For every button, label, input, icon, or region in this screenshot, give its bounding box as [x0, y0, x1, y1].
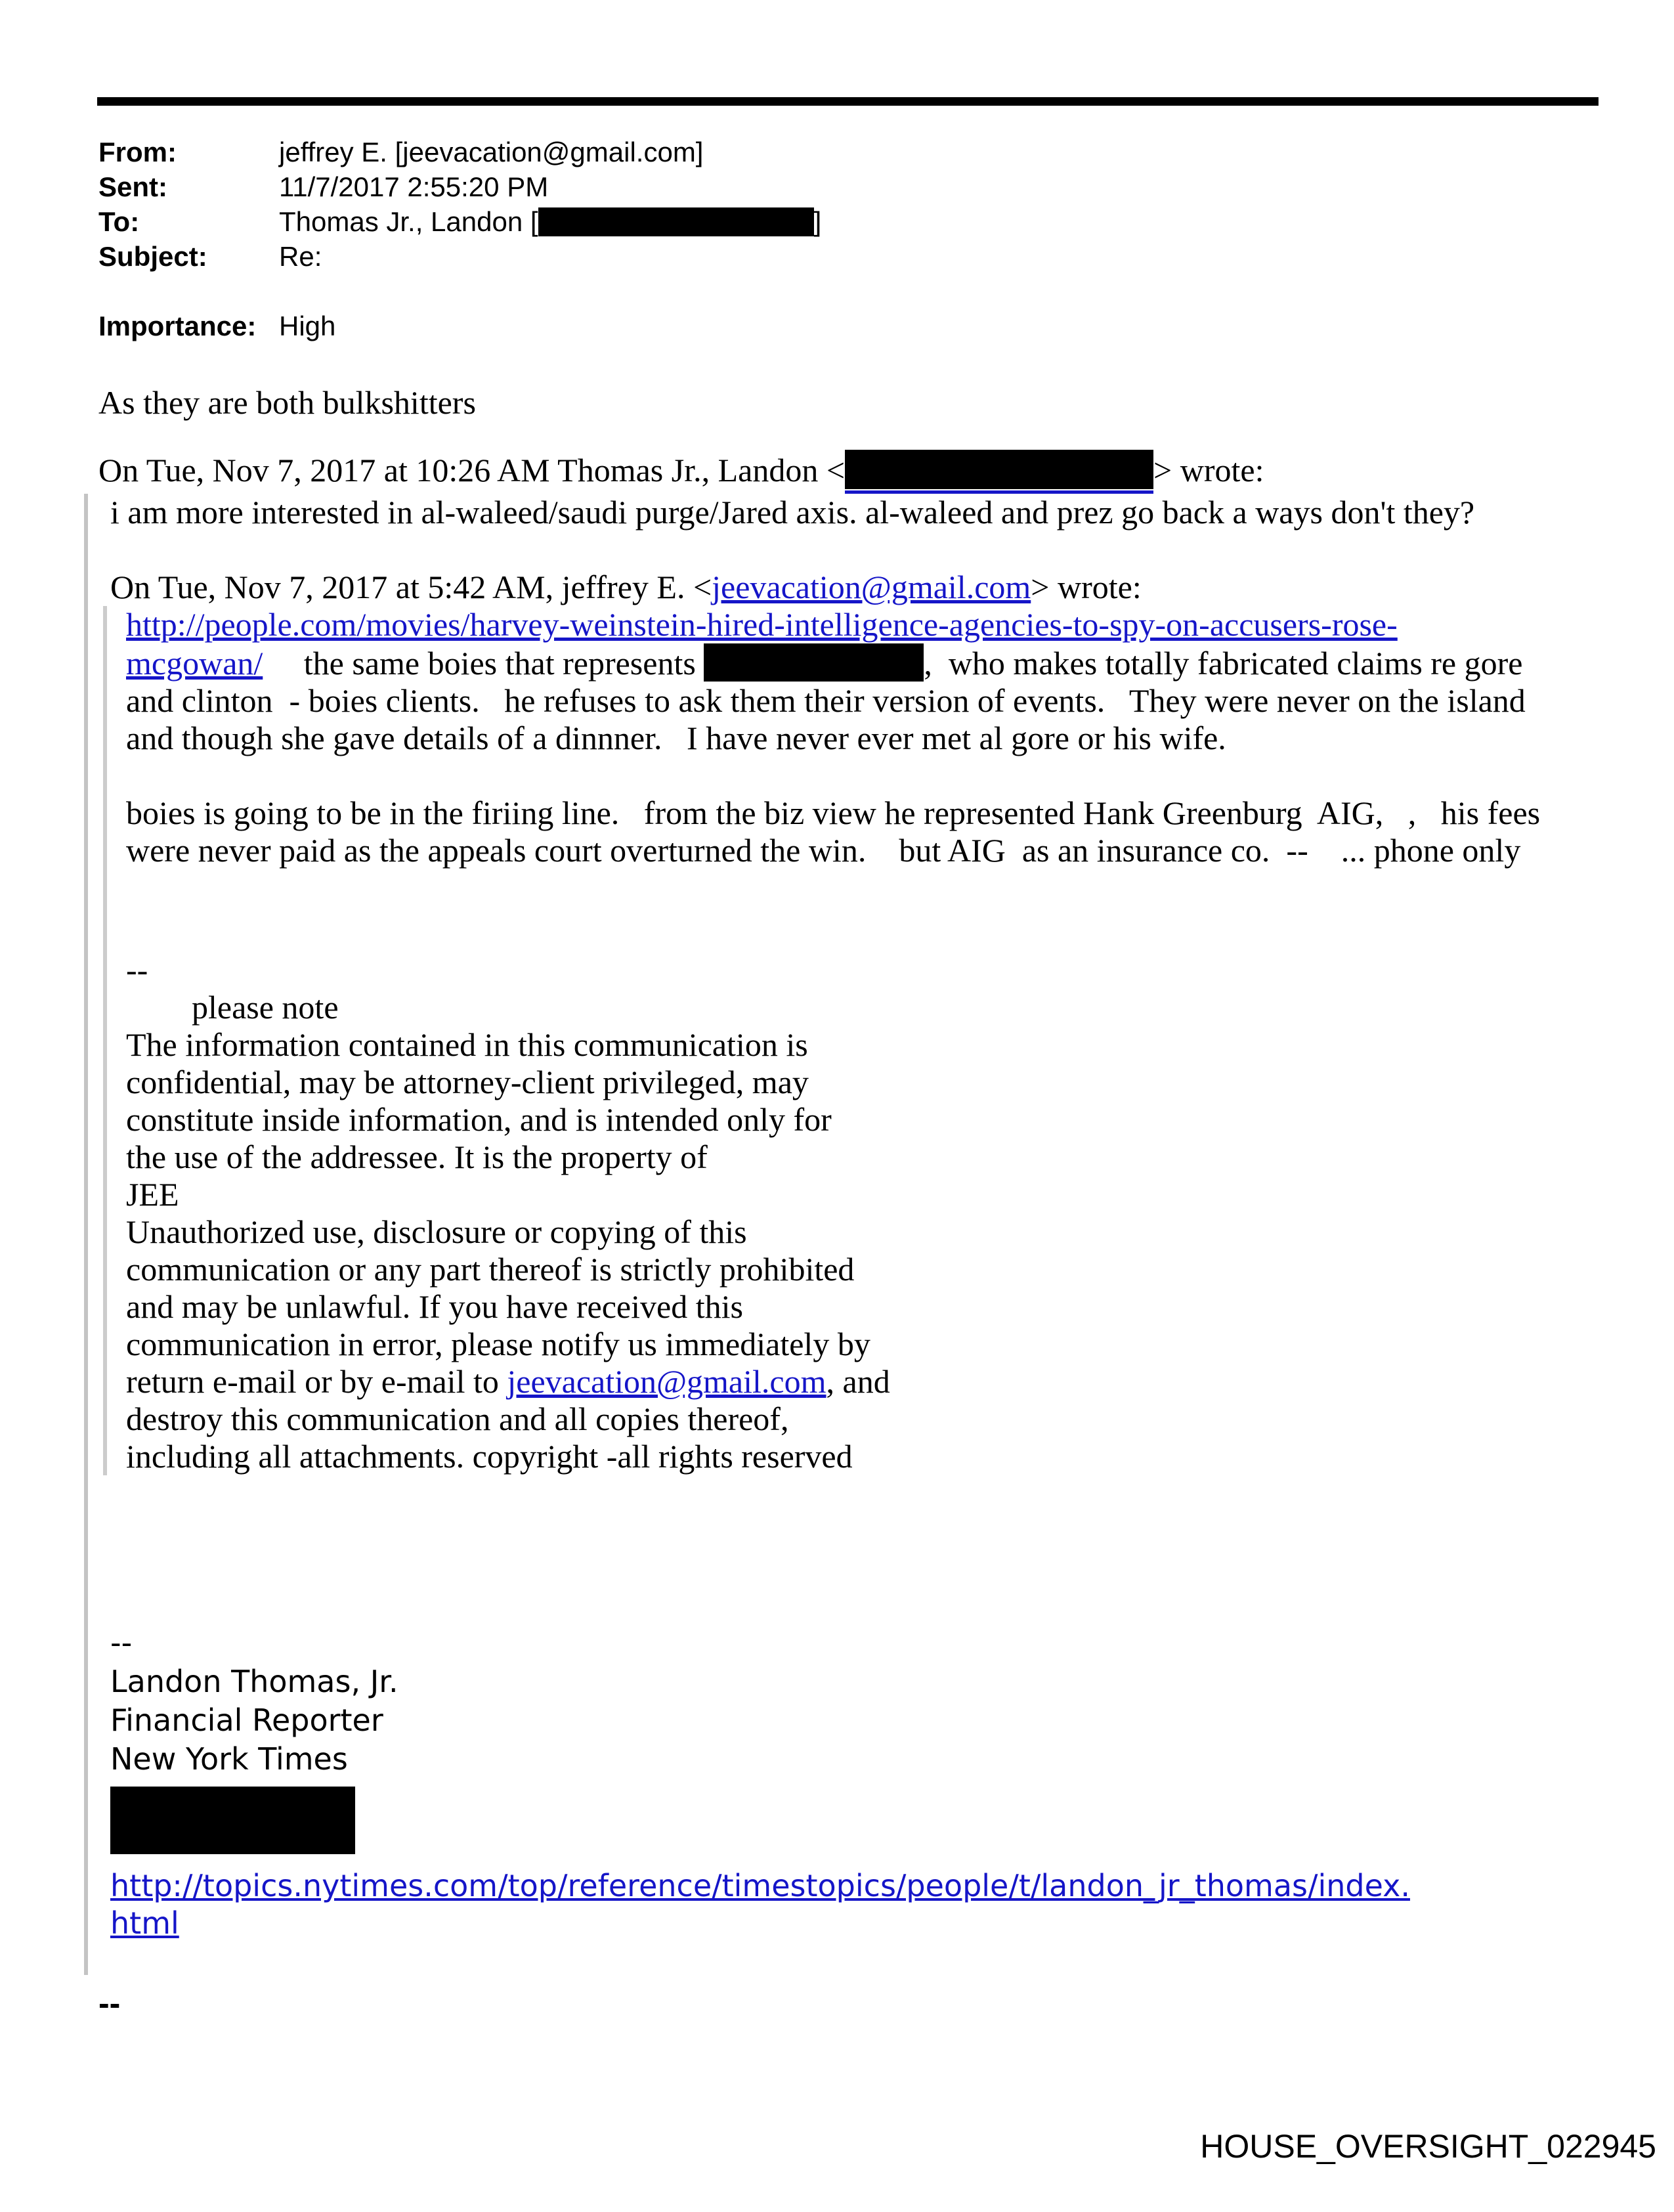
quote2-attribution: [110, 569, 1539, 606]
to-value: [279, 204, 821, 239]
quoted-message-level2: [103, 606, 1674, 1475]
quote1-attribution-suffix: > wrote:: [1153, 452, 1264, 488]
subject-label: Subject:: [98, 241, 207, 272]
from-value: jeffrey E. [jeevacation@gmail.com]: [279, 137, 704, 167]
signature-dashes: --: [110, 1625, 133, 1660]
confidentiality-disclaimer: [126, 1026, 1674, 1475]
redacted-link-underline: [845, 450, 1153, 494]
subject-value: Re:: [279, 241, 322, 272]
quoted-message-level1: [84, 494, 1674, 1975]
paragraph1-text-before-redaction: the same boies that represents: [263, 645, 704, 682]
nytimes-profile-link-line1: http://topics.nytimes.com/top/reference/timestopics/people/t/landon_jr_thomas/index.: [110, 1868, 1410, 1903]
from-label: From:: [98, 137, 177, 167]
header-row-to: [98, 204, 1674, 239]
header-row-subject: [98, 239, 1674, 274]
signature-organization: New York Times: [110, 1741, 348, 1777]
disclaimer-line: JEE: [126, 1176, 179, 1213]
disclaimer-email-suffix: , and: [826, 1363, 890, 1400]
people-article-link-line1: http://people.com/movies/harvey-weinstein-hired-intelligence-agencies-to-spy-on-accusers-rose-: [126, 606, 1398, 643]
to-value-prefix: Thomas Jr., Landon [: [279, 206, 538, 237]
header-divider-rule: [97, 97, 1599, 106]
closing-dashes: --: [98, 1985, 121, 2022]
sent-label: Sent:: [98, 171, 167, 202]
disclaimer-line: including all attachments. copyright -all rights reserved: [126, 1438, 853, 1475]
header-row-from: [98, 135, 1674, 169]
disclaimer-line: The information contained in this communication is: [126, 1026, 808, 1063]
disclaimer-line: destroy this communication and all copies thereof,: [126, 1400, 789, 1437]
signature-name: Landon Thomas, Jr.: [110, 1664, 398, 1699]
disclaimer-line: the use of the addressee. It is the property of: [126, 1139, 708, 1175]
importance-value: High: [279, 311, 336, 341]
quote1-attribution: [98, 450, 1674, 494]
header-row-importance: [98, 309, 1674, 343]
disclaimer-email-line: [126, 1363, 1674, 1400]
sender-signature-block: [110, 1624, 1674, 1942]
disclaimer-line: communication in error, please notify us immediately by: [126, 1326, 870, 1362]
quote2-signature-dashes: --: [126, 951, 148, 988]
nytimes-profile-link[interactable]: [110, 1867, 1541, 1942]
bates-number: HOUSE_OVERSIGHT_022945: [1200, 2128, 1656, 2165]
opening-message: As they are both bulkshitters: [98, 384, 476, 421]
disclaimer-line: communication or any part thereof is strictly prohibited: [126, 1251, 855, 1288]
signature-title: Financial Reporter: [110, 1702, 383, 1738]
disclaimer-line: constitute inside information, and is intended only for: [126, 1101, 832, 1138]
redaction-box-client-name: [704, 643, 924, 682]
quote2-paragraph1: [126, 606, 1544, 757]
disclaimer-line: and may be unlawful. If you have received this: [126, 1288, 743, 1325]
header-spacer: [98, 274, 1674, 309]
to-label: To:: [98, 206, 140, 237]
to-value-suffix: ]: [813, 206, 822, 237]
importance-label: Importance:: [98, 311, 257, 341]
header-row-sent: [98, 169, 1674, 204]
disclaimer-email-link[interactable]: jeevacation@gmail.com: [507, 1363, 826, 1400]
sent-value: 11/7/2017 2:55:20 PM: [279, 171, 549, 202]
paragraph1-text-after-redaction: , who makes totally fabricated claims re gore and clinton - boies clients. he refuses to ask them their version of events. They were never on the island and though she gave details of a dinnner. I have never ever met al gore or his wife.: [126, 645, 1534, 756]
quote2-attribution-suffix: > wrote:: [1031, 569, 1142, 605]
redaction-box-quote1-address: [845, 450, 1153, 489]
sender-email-link[interactable]: jeevacation@gmail.com: [712, 569, 1031, 605]
quote2-attribution-prefix: On Tue, Nov 7, 2017 at 5:42 AM, jeffrey E. <: [110, 569, 712, 605]
email-header: [98, 135, 1674, 343]
disclaimer-title: please note: [192, 989, 339, 1026]
disclaimer-line: confidential, may be attorney-client privileged, may: [126, 1064, 809, 1100]
redaction-box-signature-contact: [110, 1787, 355, 1854]
quote2-paragraph2: boies is going to be in the firiing line. from the biz view he represented Hank Greenburg AIG, , his fees were never paid as the appeals court overturned the win. but AIG as an insurance co. -- ... phone only: [126, 794, 1549, 869]
nytimes-profile-link-line2: html: [110, 1905, 179, 1941]
people-article-link-line2: mcgowan/: [126, 645, 263, 682]
redaction-box-to-address: [538, 207, 814, 236]
disclaimer-line: Unauthorized use, disclosure or copying of this: [126, 1213, 747, 1250]
disclaimer-email-prefix: return e-mail or by e-mail to: [126, 1363, 507, 1400]
quote1-message: i am more interested in al-waleed/saudi purge/Jared axis. al-waleed and prez go back a ways don't they?: [110, 494, 1475, 531]
quote1-attribution-prefix: On Tue, Nov 7, 2017 at 10:26 AM Thomas Jr., Landon <: [98, 452, 846, 488]
